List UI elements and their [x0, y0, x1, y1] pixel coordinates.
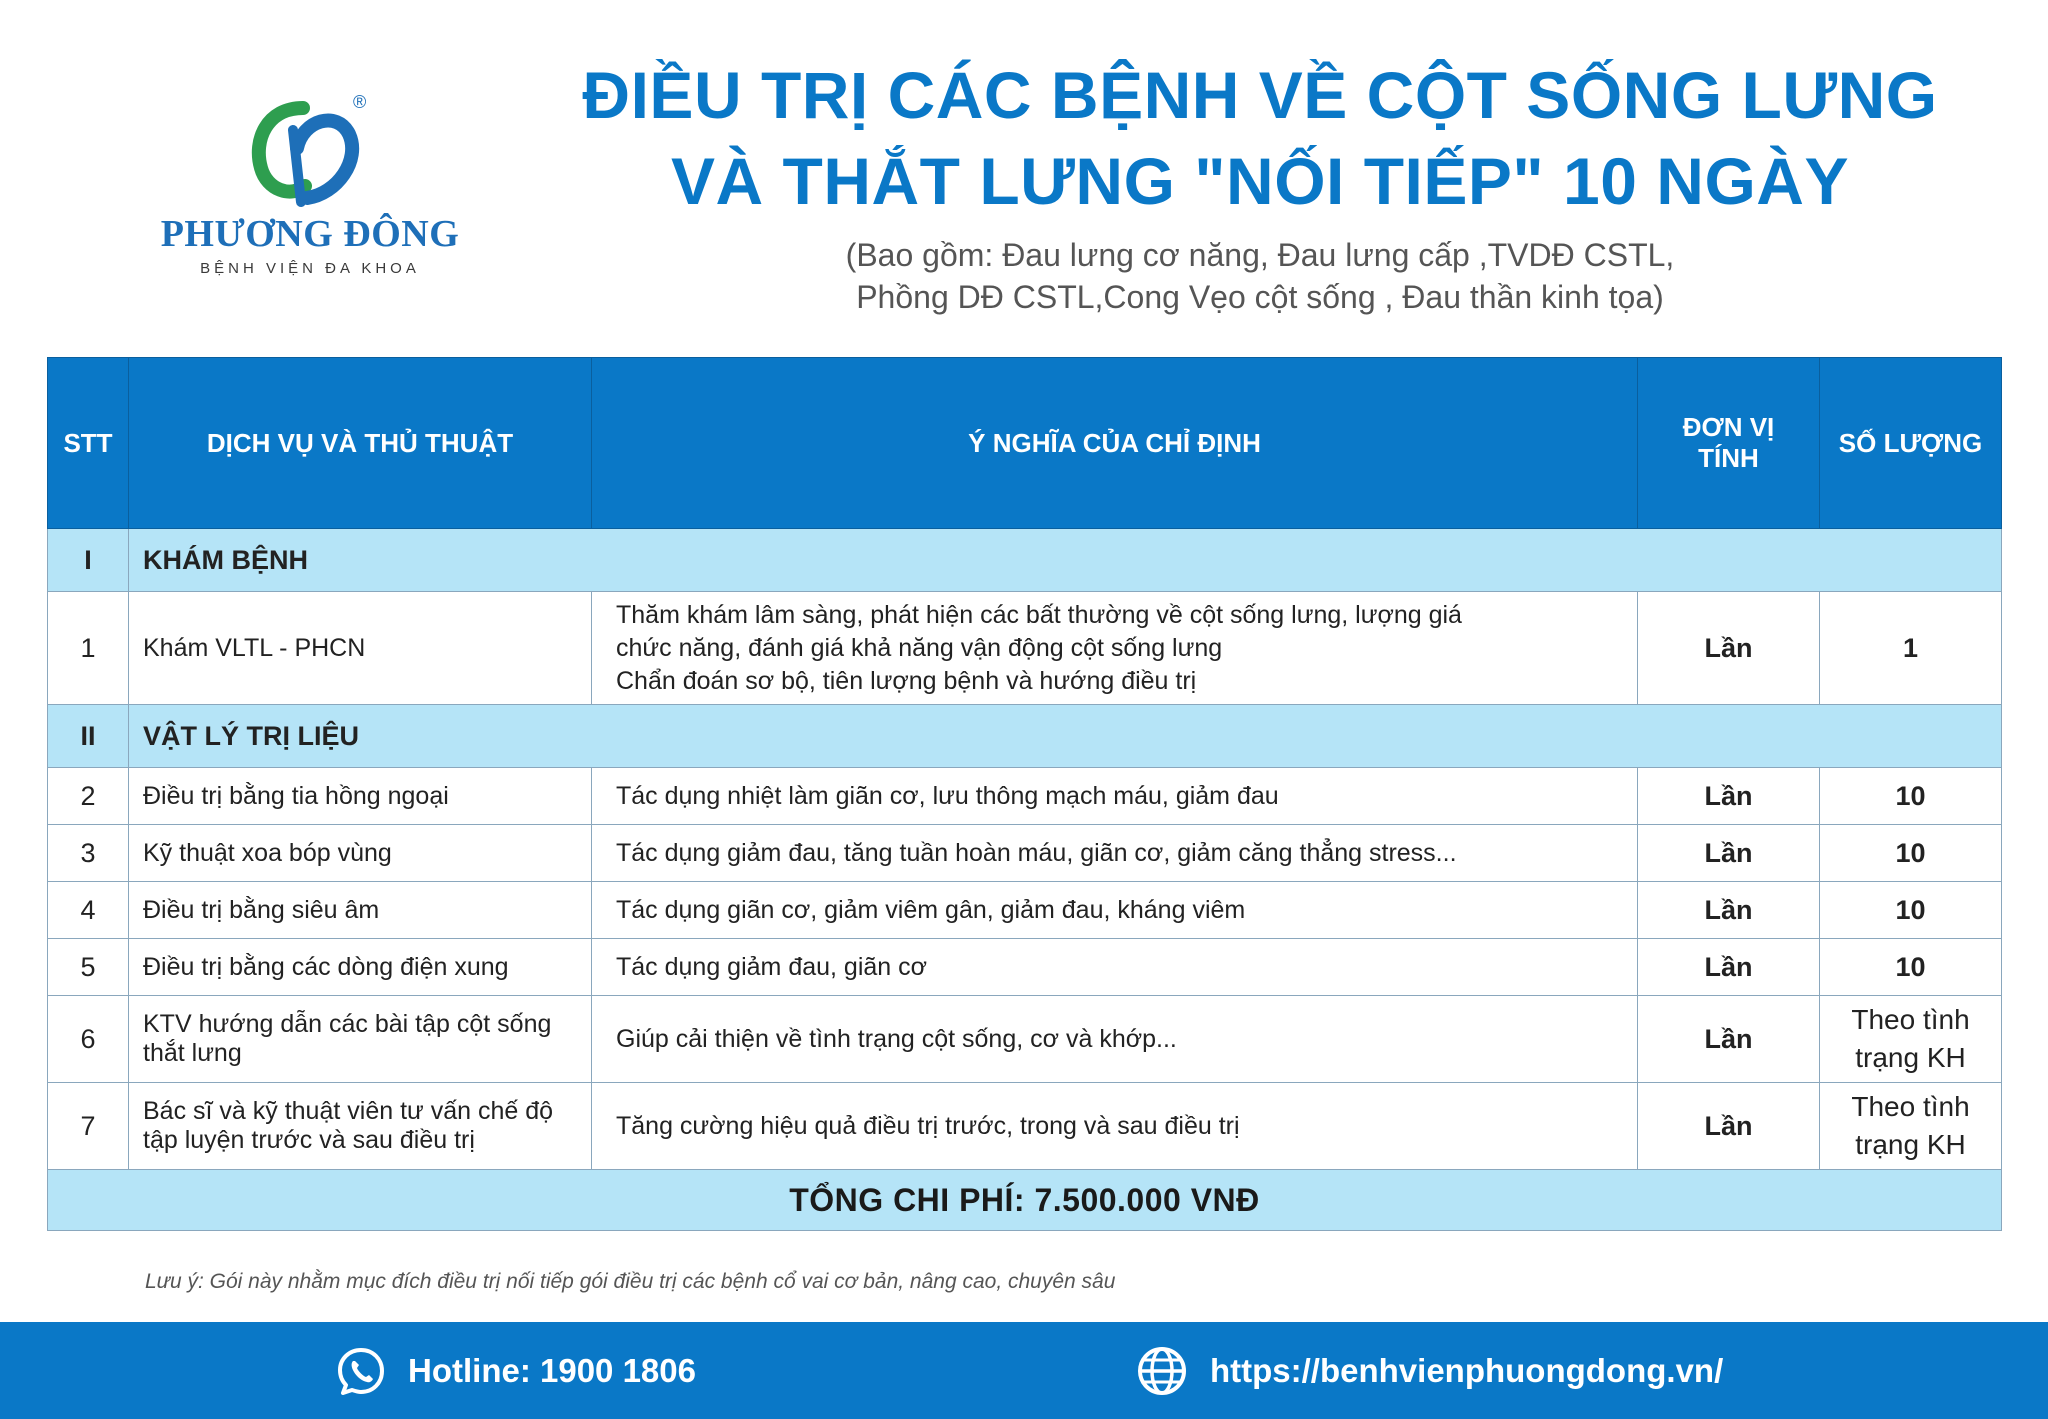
row-service-line-1: KTV hướng dẫn các bài tập cột sống: [143, 1010, 552, 1038]
row-stt: 4: [48, 882, 129, 939]
section-row: [48, 705, 2002, 768]
row-meaning: [592, 592, 1638, 705]
row-meaning-line-3: Chẩn đoán sơ bộ, tiên lượng bệnh và hướng điều trị: [616, 666, 1197, 695]
row-service: Kỹ thuật xoa bóp vùng: [129, 825, 592, 882]
row-stt: 1: [48, 592, 129, 705]
row-qty-line-1: Theo tình: [1851, 1004, 1970, 1035]
row-stt: 5: [48, 939, 129, 996]
page-title-line-1: ĐIỀU TRỊ CÁC BỆNH VỀ CỘT SỐNG LƯNG: [582, 58, 1938, 132]
row-meaning: Tác dụng giảm đau, giãn cơ: [592, 939, 1638, 996]
website-link[interactable]: https://benhvienphuongdong.vn/: [1210, 1352, 1724, 1389]
row-service: Điều trị bằng tia hồng ngoại: [129, 768, 592, 825]
footnote: Lưu ý: Gói này nhằm mục đích điều trị nối tiếp gói điều trị các bệnh cổ vai cơ bản, nâng cao, chuyên sâu: [145, 1270, 1116, 1293]
hotline-text: Hotline: 1900 1806: [408, 1352, 696, 1389]
row-service: Điều trị bằng các dòng điện xung: [129, 939, 592, 996]
row-stt: 2: [48, 768, 129, 825]
section-stt: I: [48, 529, 129, 592]
row-unit: Lần: [1638, 996, 1820, 1083]
table-row: [48, 996, 2002, 1083]
page-subtitle: [560, 234, 1960, 318]
row-qty-line-2: trạng KH: [1855, 1042, 1966, 1073]
table-row: [48, 1083, 2002, 1170]
row-service-line-2: thắt lưng: [143, 1039, 242, 1067]
row-service-line-1: Bác sĩ và kỹ thuật viên tư vấn chế độ: [143, 1097, 554, 1125]
section-label: VẬT LÝ TRỊ LIỆU: [129, 705, 2002, 768]
row-stt: 6: [48, 996, 129, 1083]
header-service: DỊCH VỤ VÀ THỦ THUẬT: [129, 358, 592, 529]
row-qty: 1: [1820, 592, 2002, 705]
row-qty: 10: [1820, 768, 2002, 825]
row-service: Khám VLTL - PHCN: [129, 592, 592, 705]
row-unit: Lần: [1638, 768, 1820, 825]
hotline-contact[interactable]: [336, 1346, 696, 1396]
row-service: [129, 1083, 592, 1170]
page-header: [560, 52, 1960, 318]
section-row: [48, 529, 2002, 592]
row-meaning: Tác dụng giãn cơ, giảm viêm gân, giảm đau, kháng viêm: [592, 882, 1638, 939]
table-row: [48, 592, 2002, 705]
header-unit-line-1: ĐƠN VỊ: [1682, 412, 1775, 442]
row-service: Điều trị bằng siêu âm: [129, 882, 592, 939]
row-qty: 10: [1820, 825, 2002, 882]
row-qty-line-2: trạng KH: [1855, 1129, 1966, 1160]
hospital-logo: [150, 80, 470, 280]
row-qty: [1820, 1083, 2002, 1170]
globe-icon: [1136, 1345, 1188, 1397]
page-title-line-2: VÀ THẮT LƯNG "NỐI TIẾP" 10 NGÀY: [671, 144, 1849, 218]
header-qty: SỐ LƯỢNG: [1820, 358, 2002, 529]
row-qty-line-1: Theo tình: [1851, 1091, 1970, 1122]
phone-chat-icon: [336, 1346, 386, 1396]
row-unit: Lần: [1638, 825, 1820, 882]
row-qty: [1820, 996, 2002, 1083]
row-stt: 7: [48, 1083, 129, 1170]
row-meaning: Tác dụng giảm đau, tăng tuần hoàn máu, giãn cơ, giảm căng thẳng stress...: [592, 825, 1638, 882]
row-meaning-line-1: Thăm khám lâm sàng, phát hiện các bất thường về cột sống lưng, lượng giá: [616, 600, 1462, 629]
logo-name: PHƯƠNG ĐÔNG: [160, 213, 460, 255]
table-header-row: [48, 358, 2002, 529]
subtitle-line-2: Phồng DĐ CSTL,Cong Vẹo cột sống , Đau thần kinh tọa): [856, 279, 1664, 315]
header-meaning: Ý NGHĨA CỦA CHỈ ĐỊNH: [592, 358, 1638, 529]
table-row: [48, 882, 2002, 939]
table-row: [48, 825, 2002, 882]
total-row: [48, 1170, 2002, 1231]
section-stt: II: [48, 705, 129, 768]
row-unit: Lần: [1638, 939, 1820, 996]
row-meaning: Giúp cải thiện về tình trạng cột sống, cơ và khớp...: [592, 996, 1638, 1083]
row-qty: 10: [1820, 882, 2002, 939]
subtitle-line-1: (Bao gồm: Đau lưng cơ năng, Đau lưng cấp ,TVDĐ CSTL,: [845, 237, 1675, 273]
website-contact[interactable]: [1136, 1346, 1723, 1396]
table-row: [48, 939, 2002, 996]
row-meaning: Tác dụng nhiệt làm giãn cơ, lưu thông mạch máu, giảm đau: [592, 768, 1638, 825]
logo-subtitle: BỆNH VIỆN ĐA KHOA: [200, 260, 420, 277]
row-stt: 3: [48, 825, 129, 882]
row-service-line-2: tập luyện trước và sau điều trị: [143, 1126, 475, 1154]
header-stt: STT: [48, 358, 129, 529]
header-unit-line-2: TÍNH: [1698, 443, 1759, 473]
row-service: [129, 996, 592, 1083]
footer-bar: [0, 1322, 2048, 1419]
row-unit: Lần: [1638, 882, 1820, 939]
section-label: KHÁM BỆNH: [129, 529, 2002, 592]
table-row: [48, 768, 2002, 825]
total-cost: TỔNG CHI PHÍ: 7.500.000 VNĐ: [48, 1170, 2002, 1231]
service-price-table: [47, 357, 2002, 1231]
row-qty: 10: [1820, 939, 2002, 996]
row-meaning-line-2: chức năng, đánh giá khả năng vận động cột sống lưng: [616, 633, 1223, 662]
row-unit: Lần: [1638, 1083, 1820, 1170]
registered-mark: ®: [353, 92, 367, 112]
row-meaning: Tăng cường hiệu quả điều trị trước, trong và sau điều trị: [592, 1083, 1638, 1170]
logo-mark-icon: [245, 90, 375, 210]
header-unit: [1638, 358, 1820, 529]
row-unit: Lần: [1638, 592, 1820, 705]
